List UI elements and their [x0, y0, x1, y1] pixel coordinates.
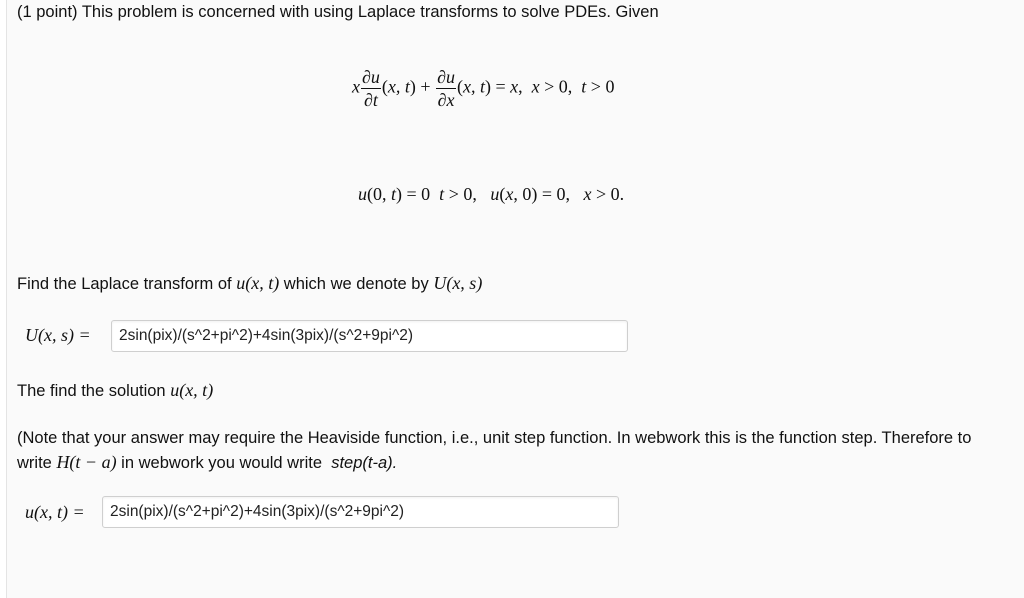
- boundary-conditions: u(0, t) = 0 t > 0, u(x, 0) = 0, x > 0.: [358, 184, 625, 204]
- solution-answer-input[interactable]: 2sin(pix)/(s^2+pi^2)+4sin(3pix)/(s^2+9pi^2): [102, 496, 619, 528]
- transform-answer-label: U(x, s) =: [25, 325, 91, 345]
- heaviside-note: (Note that your answer may require the Heaviside function, i.e., unit step function. In webwork this is the function step. Therefore to write H(t − a) in webwork you would write step(t-a).: [17, 429, 972, 472]
- solution-answer-label: u(x, t) =: [25, 502, 85, 522]
- transform-instruction: Find the Laplace transform of u(x, t) which we denote by U(x, s): [17, 273, 483, 293]
- solution-instruction: The find the solution u(x, t): [17, 380, 214, 400]
- problem-intro: (1 point) This problem is concerned with using Laplace transforms to solve PDEs. Given: [17, 3, 659, 21]
- transform-answer-input[interactable]: 2sin(pix)/(s^2+pi^2)+4sin(3pix)/(s^2+9pi^2): [111, 320, 628, 352]
